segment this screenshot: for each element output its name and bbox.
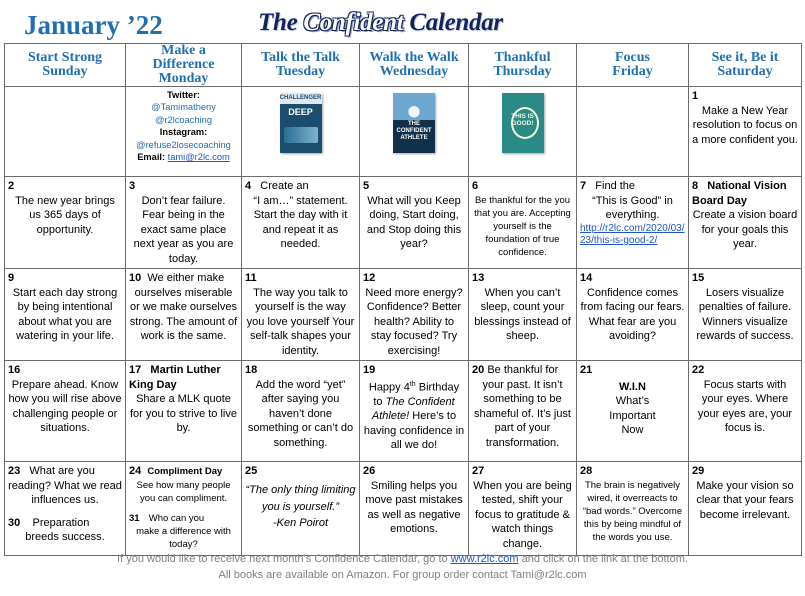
day-text: your past. It isn’t something to be shameful of. It’s just part of your transformation. bbox=[473, 378, 571, 449]
day-text: Share a MLK quote for you to strive to live by. bbox=[130, 393, 237, 434]
day-text: Losers visualize penalties of failure. Winners visualize rewards of success. bbox=[696, 286, 794, 342]
day-cell-2 bbox=[5, 177, 126, 269]
email-link[interactable]: tami@r2lc.com bbox=[167, 152, 230, 163]
day-text: Prepare ahead. Know how you will rise above challenging people or situations. bbox=[8, 378, 122, 434]
weekday-label: Make a bbox=[161, 43, 206, 58]
day-cell-23-30 bbox=[5, 462, 126, 556]
day-cell-17 bbox=[126, 361, 242, 462]
day-lead-text: We either make bbox=[147, 272, 225, 284]
day-text: “This is Good” in everything. bbox=[592, 194, 673, 221]
day-number: 2 bbox=[8, 180, 15, 192]
book-title-top: THE bbox=[408, 121, 420, 127]
weekday-header-thursday bbox=[469, 44, 577, 87]
instagram-label: Instagram: bbox=[159, 127, 208, 138]
day-number: 16 bbox=[8, 364, 21, 376]
email-label: Email: bbox=[137, 152, 168, 163]
social-info-cell bbox=[126, 87, 242, 177]
day-number: 31 bbox=[129, 512, 140, 524]
empty-day-cell bbox=[577, 87, 689, 177]
day-text-part: Happy 4 bbox=[368, 381, 410, 394]
book-cover-art bbox=[284, 127, 318, 143]
day-text: Start each day strong by being intentional about what you are watering in your life. bbox=[12, 286, 118, 342]
day-number: 12 bbox=[363, 272, 376, 284]
book-cell bbox=[242, 87, 360, 177]
day-cell-1 bbox=[689, 87, 802, 177]
book-cell bbox=[469, 87, 577, 177]
book-title-main: DEEP bbox=[288, 107, 313, 117]
day-number: 22 bbox=[692, 364, 705, 376]
day-number: 23 bbox=[8, 465, 21, 477]
day-text: “I am…” statement. Start the day with it and repeat it as needed. bbox=[253, 194, 348, 250]
day-number: 17 bbox=[129, 364, 142, 376]
footer-line-amazon: All books are available on Amazon. For group order contact Tami@r2lc.com bbox=[218, 569, 587, 581]
day-cell-14 bbox=[577, 269, 689, 361]
week-row bbox=[5, 177, 802, 269]
book-title-main: THIS IS GOOD! bbox=[511, 113, 534, 127]
week-row bbox=[5, 361, 802, 462]
day-text: reading? What we read influences us. bbox=[8, 479, 122, 506]
day-text: The way you talk to yourself is the way you love yourself Your self-talk shapes your identity. bbox=[246, 286, 355, 357]
footer-line-newsletter bbox=[0, 553, 805, 565]
day-number: 27 bbox=[472, 465, 485, 477]
website-link[interactable]: www.r2lc.com bbox=[450, 553, 519, 565]
weekday-header-monday bbox=[126, 44, 242, 87]
this-is-good-link[interactable]: http://r2lc.com/2020/03/23/this-is-good-2/ bbox=[580, 222, 685, 246]
day-text: Make your vision so clear that your fears become irrelevant. bbox=[696, 479, 794, 521]
book-cover-confident-athlete bbox=[393, 93, 435, 153]
day-cell-20 bbox=[469, 361, 577, 462]
calendar-brand-title bbox=[258, 9, 503, 37]
day-number: 30 bbox=[8, 516, 21, 529]
day-cell-10 bbox=[126, 269, 242, 361]
day-text: Now bbox=[621, 424, 644, 436]
instagram-handle[interactable]: @refuse2losecoaching bbox=[136, 139, 231, 150]
footer-text: If you would like to receive next month’s Confidence Calendar, go to bbox=[117, 553, 451, 565]
weekday-label: Monday bbox=[158, 71, 209, 86]
brand-confident: Confident bbox=[303, 9, 404, 36]
day-number: 11 bbox=[245, 272, 257, 284]
weekday-header-sunday bbox=[5, 44, 126, 87]
day-title: W.I.N bbox=[619, 380, 646, 393]
day-number: 3 bbox=[129, 180, 136, 192]
day-cell-25 bbox=[242, 462, 360, 556]
day-cell-4 bbox=[242, 177, 360, 269]
calendar-grid bbox=[4, 43, 802, 556]
twitter-handle[interactable]: @Tamimatheny bbox=[151, 102, 216, 113]
day-text: Focus starts with your eyes. Where your eyes are, your focus is. bbox=[697, 378, 793, 434]
weekday-header-friday bbox=[577, 44, 689, 87]
day-text: What will you Keep doing, Start doing, and Stop doing this year? bbox=[366, 194, 462, 250]
weekday-header-saturday bbox=[689, 44, 802, 87]
book-title-top: CHALLENGER bbox=[279, 95, 322, 101]
twitter-label: Twitter: bbox=[167, 90, 200, 100]
day-number: 20 bbox=[472, 364, 485, 376]
book-cover-challenger-deep bbox=[280, 93, 322, 153]
day-cell-16 bbox=[5, 361, 126, 462]
day-number: 10 bbox=[129, 272, 142, 284]
weekday-label: Tuesday bbox=[275, 64, 326, 79]
brand-the: The bbox=[258, 9, 298, 36]
empty-day-cell bbox=[5, 87, 126, 177]
day-lead-text: Be thankful for bbox=[487, 364, 559, 376]
day-cell-9 bbox=[5, 269, 126, 361]
day-cell-11 bbox=[242, 269, 360, 361]
weekday-label: Talk the Talk bbox=[261, 50, 340, 65]
day-number: 24 bbox=[129, 465, 142, 477]
day-cell-5 bbox=[360, 177, 469, 269]
week-row bbox=[5, 462, 802, 556]
day-text: Confidence comes from facing our fears. What fear are you avoiding? bbox=[580, 286, 685, 342]
weekday-label: Difference bbox=[152, 57, 215, 72]
day-text: When you are being tested, shift your focus to gratitude & watch things change. bbox=[473, 479, 572, 550]
day-title: National Vision Board Day bbox=[692, 180, 787, 207]
day-number: 14 bbox=[580, 272, 593, 284]
weekday-header-tuesday bbox=[242, 44, 360, 87]
footer-text: and click on the link at the bottom. bbox=[518, 553, 688, 565]
weekday-label: Focus bbox=[615, 50, 650, 65]
book-title-main: CONFIDENT ATHLETE bbox=[396, 128, 432, 141]
book-cover-art bbox=[399, 101, 429, 119]
day-number: 15 bbox=[692, 272, 705, 284]
day-number: 19 bbox=[363, 364, 376, 376]
day-text: Create a vision board for your goals this year. bbox=[692, 209, 798, 250]
day-text: See how many people you can compliment. bbox=[136, 479, 231, 504]
day-cell-27 bbox=[469, 462, 577, 556]
day-lead-text: Who can you bbox=[148, 512, 205, 524]
weekday-label: Thankful bbox=[494, 50, 551, 65]
day-text-part: Birthday to bbox=[373, 381, 460, 408]
day-number: 9 bbox=[8, 272, 15, 284]
day-text: Be thankful for the you that you are. Accepting yourself is the foundation of true confidence. bbox=[474, 194, 571, 258]
weekday-label: See it, Be it bbox=[711, 50, 779, 65]
day-cell-29 bbox=[689, 462, 802, 556]
weekday-label: Wednesday bbox=[379, 64, 449, 79]
day-number: 29 bbox=[692, 465, 705, 477]
day-text: Important bbox=[609, 409, 656, 422]
weekday-label: Friday bbox=[612, 64, 653, 79]
day-quote: “The only thing limiting you is yourself.” bbox=[245, 483, 356, 513]
day-lead-text: Create an bbox=[260, 180, 309, 192]
day-lead-text: What are you bbox=[29, 465, 95, 477]
day-cell-12 bbox=[360, 269, 469, 361]
day-number: 28 bbox=[580, 465, 593, 477]
day-text: Don’t fear failure. Fear being in the exact same place next year as you are today. bbox=[133, 194, 234, 265]
week-row bbox=[5, 87, 802, 177]
day-text: make a difference with today? bbox=[136, 526, 231, 550]
day-text: breeds success. bbox=[25, 531, 105, 543]
day-text bbox=[363, 378, 465, 453]
day-text: When you can’t sleep, count your blessings instead of sheep. bbox=[474, 286, 571, 342]
day-lead-text: Find the bbox=[595, 180, 636, 192]
day-title: Martin Luther King Day bbox=[129, 364, 221, 391]
day-number: 26 bbox=[363, 465, 376, 477]
day-number: 4 bbox=[245, 180, 252, 192]
day-cell-28 bbox=[577, 462, 689, 556]
book-cover-this-is-good bbox=[502, 93, 544, 153]
day-cell-19 bbox=[360, 361, 469, 462]
book-cell bbox=[360, 87, 469, 177]
day-lead-text: Preparation bbox=[32, 516, 90, 529]
day-text: Add the word “yet” after saying you haven’t done something or can’t do something. bbox=[247, 378, 354, 449]
day-text: The brain is negatively wired, it overreacts to “bad words.” Overcome this by being mindful of the words you use. bbox=[582, 479, 683, 543]
day-cell-15 bbox=[689, 269, 802, 361]
day-text-superscript: th bbox=[409, 380, 416, 388]
weekday-header-row bbox=[5, 44, 802, 87]
weekday-label: Saturday bbox=[717, 64, 773, 79]
day-text: What’s bbox=[615, 395, 650, 407]
weekday-label: Start Strong bbox=[27, 50, 103, 65]
day-number: 7 bbox=[580, 180, 587, 192]
day-text: Smiling helps you move past mistakes as well as negative emotions. bbox=[365, 479, 463, 535]
quote-author: -Ken Poirot bbox=[272, 516, 329, 529]
day-number: 25 bbox=[245, 465, 258, 477]
weekday-label: Thursday bbox=[493, 64, 552, 79]
weekday-label: Sunday bbox=[42, 64, 88, 79]
day-number: 8 bbox=[692, 180, 699, 192]
day-title: Compliment Day bbox=[147, 466, 223, 477]
twitter-handle[interactable]: @r2lcoaching bbox=[155, 114, 212, 125]
day-number: 1 bbox=[692, 90, 699, 102]
day-cell-22 bbox=[689, 361, 802, 462]
day-text: Make a New Year resolution to focus on a more confident you. bbox=[692, 104, 798, 146]
day-text: The new year brings us 365 days of opportunity. bbox=[15, 194, 115, 236]
day-cell-21 bbox=[577, 361, 689, 462]
day-cell-3 bbox=[126, 177, 242, 269]
month-title: January ’22 bbox=[24, 10, 163, 40]
day-number: 18 bbox=[245, 364, 258, 376]
day-number: 6 bbox=[472, 180, 479, 192]
day-cell-13 bbox=[469, 269, 577, 361]
day-number: 21 bbox=[580, 364, 593, 376]
day-text: ourselves miserable or we make ourselves strong. The amount of work is the same. bbox=[129, 286, 238, 342]
day-cell-24-31 bbox=[126, 462, 242, 556]
weekday-label: Walk the Walk bbox=[369, 50, 459, 65]
day-cell-18 bbox=[242, 361, 360, 462]
day-text-part: Here’s to having confidence in all we do! bbox=[363, 410, 465, 452]
book-title-italic: The Confident Athlete! bbox=[371, 395, 455, 423]
week-row bbox=[5, 269, 802, 361]
day-text: Need more energy? Confidence? Better health? Ability to stay focused? Try exercising! bbox=[365, 286, 463, 357]
weekday-header-wednesday bbox=[360, 44, 469, 87]
brand-calendar: Calendar bbox=[409, 9, 503, 36]
day-cell-8 bbox=[689, 177, 802, 269]
day-number: 5 bbox=[363, 180, 370, 192]
day-number: 13 bbox=[472, 272, 485, 284]
day-cell-7 bbox=[577, 177, 689, 269]
day-cell-26 bbox=[360, 462, 469, 556]
day-cell-6 bbox=[469, 177, 577, 269]
